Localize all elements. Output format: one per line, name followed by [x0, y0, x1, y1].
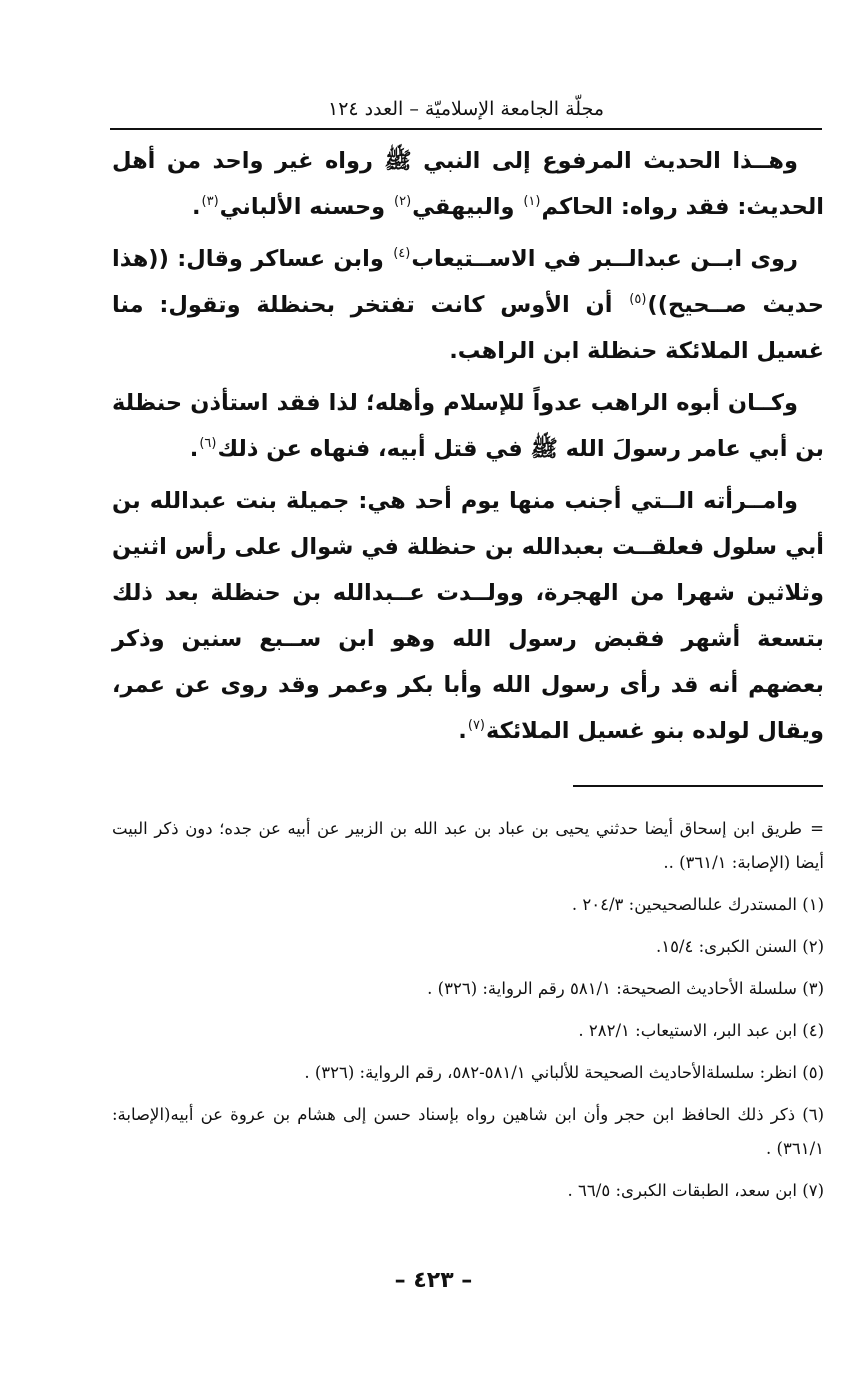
footnote-continuation: = طريق ابن إسحاق أيضا حدثني يحيى بن عباد بن عبد الله بن الزبير عن أبيه عن جده؛ دون ذكر البيت أيضا (الإصابة: ٣٦١/١) .. [112, 812, 824, 880]
footnote-3: (٣) سلسلة الأحاديث الصحيحة: ٥٨١/١ رقم الرواية: (٣٢٦) . [427, 979, 824, 998]
footnote-ref-4[interactable]: (٤) [393, 246, 411, 261]
footnote-ref-7[interactable]: (٧) [467, 718, 485, 733]
footnotes [112, 812, 824, 1216]
paragraph-text: وابن عساكر وقال: ((هذا حديث صــحيح)) [112, 246, 824, 318]
footnote-ref-3[interactable]: (٣) [201, 194, 219, 209]
footnote-ref-1[interactable]: (١) [523, 194, 541, 209]
footnote-4: (٤) ابن عبد البر، الاستيعاب: ٢٨٢/١ . [578, 1021, 824, 1040]
main-text [112, 138, 824, 760]
paragraph-text: وحسنه الألباني [219, 194, 393, 220]
header-rule [110, 128, 822, 130]
footnote-ref-5[interactable]: (٥) [629, 292, 647, 307]
paragraph-text: . [189, 436, 199, 462]
paragraph-3 [112, 380, 824, 472]
footnote-5: (٥) انظر: سلسلةالأحاديث الصحيحة للألباني ٥٨١/١-٥٨٢، رقم الرواية: (٣٢٦) . [304, 1063, 824, 1082]
paragraph-text: . [458, 718, 467, 744]
footnote-6: (٦) ذكر ذلك الحافظ ابن حجر وأن ابن شاهين رواه بإسناد حسن إلى هشام بن عروة عن أبيه(الإصابة: ٣٦١/١) . [112, 1105, 824, 1158]
footnote-ref-6[interactable]: (٦) [199, 436, 217, 451]
paragraph-text: وكــان أبوه الراهب عدواً للإسلام وأهله؛ لذا فقد استأذن حنظلة بن أبي عامر رسولَ الله ﷺ في قتل أبيه، فنهاه عن ذلك [112, 390, 824, 462]
page-number: – ٤٢٣ – [394, 1268, 473, 1293]
paragraph-text: وهــذا الحديث المرفوع إلى النبي ﷺ رواه غير واحد من أهل الحديث: فقد رواه: الحاكم [112, 148, 824, 220]
footnote-ref-2[interactable]: (٢) [394, 194, 412, 209]
footnote-separator [573, 785, 823, 787]
paragraph-2 [112, 236, 824, 374]
footnote-7: (٧) ابن سعد، الطبقات الكبرى: ٦٦/٥ . [567, 1181, 824, 1200]
footnote-1: (١) المستدرك علىالصحيحين: ٢٠٤/٣ . [571, 895, 824, 914]
paragraph-text: وامــرأته الــتي أجنب منها يوم أحد هي: جميلة بنت عبدالله بن أبي سلول فعلقــت بعبدالله بن حنظلة في شوال على رأس اثنين وثلاثين شهرا من الهجرة، وولــدت عــبدالله بن حنظلة بعد ذلك بتسعة أشهر فقبض رسول الله وهو ابن ســبع سنين وذكر بعضهم أنه قد رأى رسول الله وأبا بكر وعمر وقد روى عن عمر، ويقال لولده بنو غسيل الملائكة [112, 488, 824, 744]
paragraph-4 [112, 478, 824, 754]
running-header: مجلّة الجامعة الإسلاميّة – العدد ١٢٤ [327, 98, 605, 120]
paragraph-text: . [191, 194, 201, 220]
paragraph-1 [112, 138, 824, 230]
footnote-2: (٢) السنن الكبرى: ١٥/٤. [655, 937, 824, 956]
paragraph-text: أن الأوس كانت تفتخر بحنظلة وتقول: منا غسيل الملائكة حنظلة ابن الراهب. [112, 292, 824, 364]
paragraph-text: والبيهقي [412, 194, 523, 220]
paragraph-text: روى ابــن عبدالــبر في الاســتيعاب [411, 246, 798, 272]
